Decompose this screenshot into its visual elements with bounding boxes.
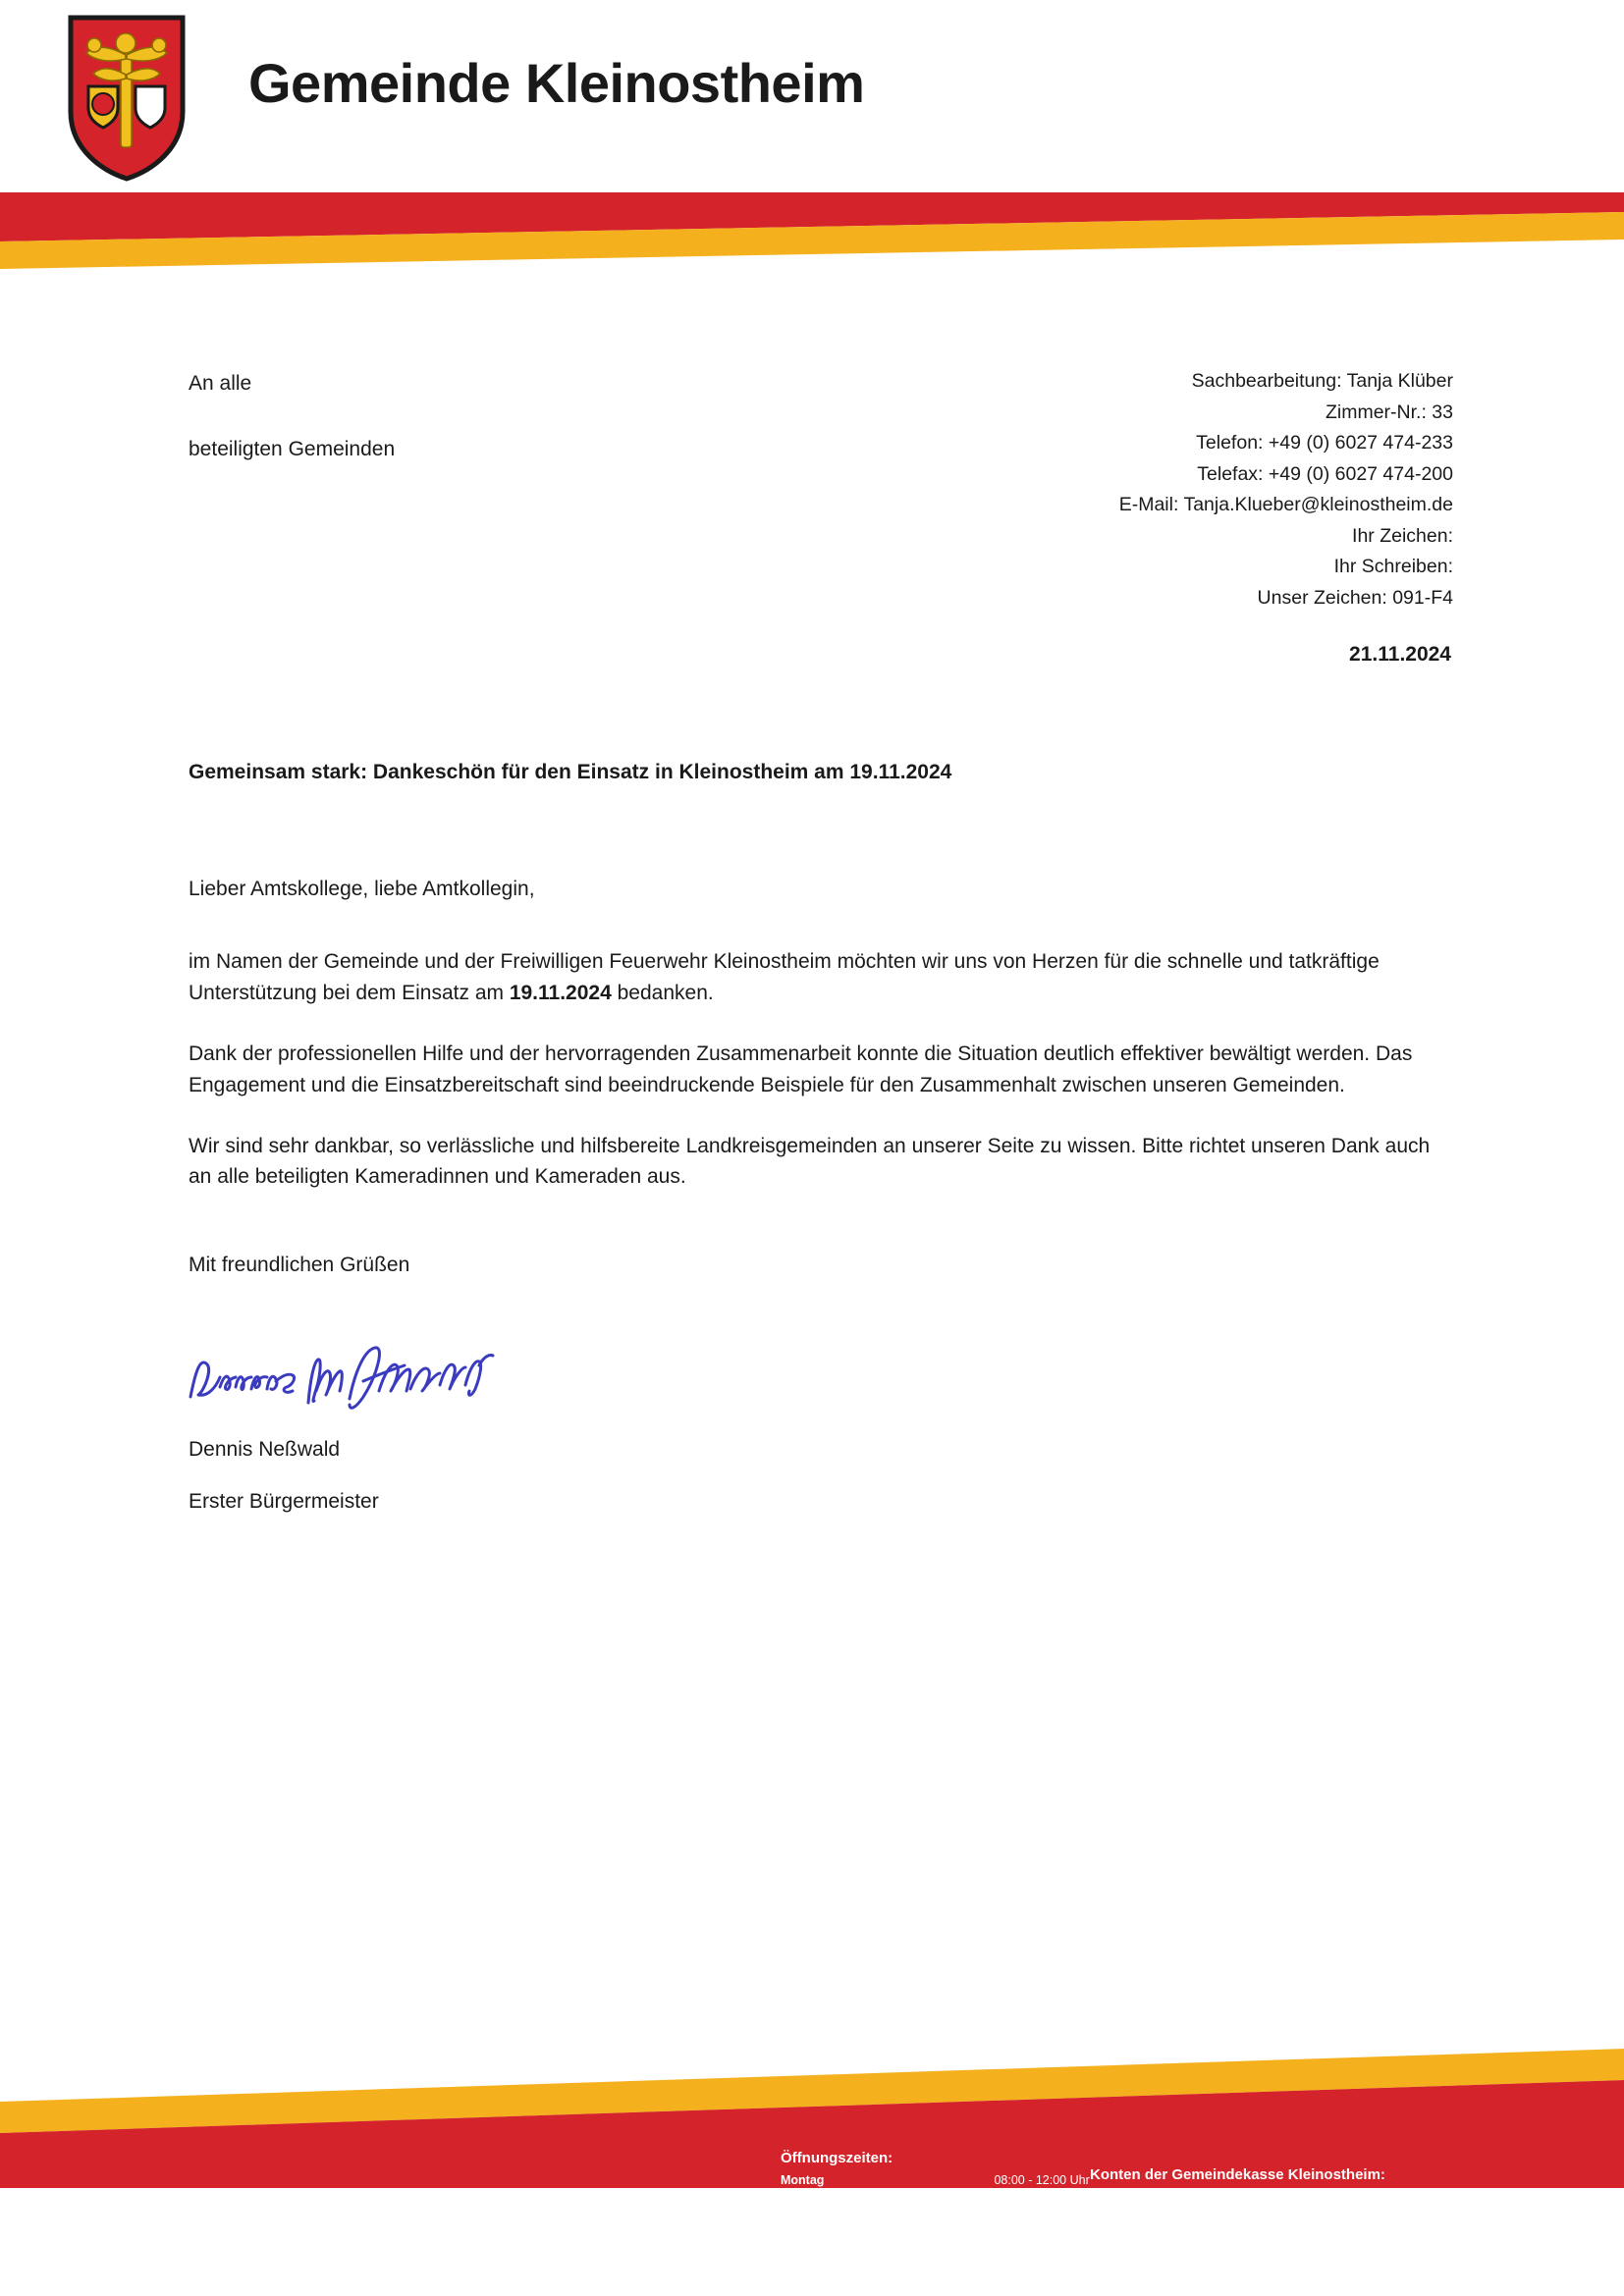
letter-p1-highlight-date: 19.11.2024 <box>509 981 612 1004</box>
meta-row-ihr-zeichen <box>864 521 1453 553</box>
meta-value-zimmer: 33 <box>1432 400 1453 423</box>
hours-row <box>781 2264 1090 2282</box>
hours-row <box>781 2209 1090 2227</box>
signatory-name: Dennis Neßwald <box>189 1438 341 1461</box>
hours-day <box>781 2246 994 2265</box>
meta-label-telefax: Telefax: <box>1197 462 1264 485</box>
footer-phone-value: +49 (0) 6027 474-0 <box>566 2196 692 2214</box>
hours-row <box>781 2246 1090 2265</box>
recipient-address <box>189 373 395 459</box>
hours-day: Freitag <box>781 2265 822 2279</box>
hours-time: 14:00 - 18:00 Uhr <box>994 2246 1090 2261</box>
meta-label-zimmer: Zimmer-Nr.: <box>1325 400 1427 423</box>
hours-row <box>781 2172 1090 2191</box>
footer-address-line-2: Barrierefreier Eingang im Untergeschoss <box>71 2259 337 2276</box>
hours-day: Donnerstag <box>781 2227 849 2242</box>
footer-hours-title: Öffnungszeiten: <box>781 2150 893 2167</box>
contact-meta-block <box>864 366 1453 614</box>
footer-bank-2-name: Sparkasse Aschaffenburg-Alzenau <box>1090 2239 1325 2256</box>
hours-time: 08:00 - 12:00 Uhr <box>994 2172 1090 2187</box>
meta-row-unser-zeichen <box>864 583 1453 614</box>
letter-salutation: Lieber Amtskollege, liebe Amtkollegin, <box>189 878 535 900</box>
letter-text <box>189 874 1455 1281</box>
hours-day: Montag <box>781 2172 825 2187</box>
footer-email[interactable]: gemeinde@kleinostheim.de <box>511 2238 693 2256</box>
hours-day: Mittwoch <box>781 2210 835 2223</box>
meta-row-email <box>864 490 1453 521</box>
letter-date: 21.11.2024 <box>1349 643 1451 666</box>
hours-time: 08:00 - 12:00 Uhr <box>994 2210 1090 2223</box>
letter-paragraph-2: Dank der professionellen Hilfe und der hervorragenden Zusammenarbeit konnte die Situation deutlich effektiver bewältigt werden. Das Engagement und die Einsatzbereitschaft sind beeindruckende Beispiele für den Zusammenhalt zwischen unseren Gemeinden. <box>189 1041 1413 1096</box>
recipient-line-1: An alle <box>189 372 252 395</box>
meta-row-zimmer <box>864 398 1453 429</box>
footer-fax-value: +49 (0) 6027 474-200 <box>564 2217 707 2235</box>
page-footer <box>0 2041 1624 2296</box>
letter-p1-part-b: bedanken. <box>611 981 714 1004</box>
footer-fax-label: Telefax <box>511 2217 561 2235</box>
letter-closing: Mit freundlichen Grüßen <box>189 1254 410 1277</box>
meta-value-unser-zeichen: 091-F4 <box>1392 587 1453 610</box>
footer-phone-label: Telefon <box>511 2196 563 2214</box>
footer-bank-2-iban: IBAN: DE70 7955 0000 0000 1830 53 · BIC: BYLADEM1ASA <box>1090 2260 1478 2276</box>
letter-paragraph-1 <box>189 946 1455 1009</box>
meta-label-telefon: Telefon: <box>1196 432 1264 454</box>
meta-label-email: E-Mail: <box>1118 494 1179 516</box>
meta-row-ihr-schreiben <box>864 552 1453 583</box>
coat-of-arms-icon <box>65 14 189 183</box>
footer-opening-hours-block <box>781 2148 1090 2282</box>
meta-value-sachbearbeitung: Tanja Klüber <box>1346 370 1453 392</box>
footer-bank-1-name: Frankfurter Volksbank eG <box>1090 2187 1264 2204</box>
meta-row-sachbearbeitung <box>864 366 1453 398</box>
footer-website[interactable]: www.kleinostheim.de <box>511 2259 649 2276</box>
hours-time: geschlossen <box>994 2191 1062 2206</box>
hours-row <box>781 2227 1090 2246</box>
meta-label-sachbearbeitung: Sachbearbeitung: <box>1191 370 1342 392</box>
letter-p1-part-a: im Namen der Gemeinde und der Freiwilligen Feuerwehr Kleinostheim möchten wir uns von Herzen für die schnelle und tatkräftige Unterstützung bei dem Einsatz am <box>189 949 1380 1004</box>
footer-bank-title: Konten der Gemeindekasse Kleinostheim: <box>1090 2166 1385 2184</box>
header-swoosh-decoration <box>0 196 1624 275</box>
meta-value-telefax: +49 (0) 6027 474-200 <box>1268 462 1453 485</box>
footer-hours-table <box>781 2172 1090 2283</box>
meta-label-unser-zeichen: Unser Zeichen: <box>1257 587 1387 610</box>
hours-time: 08:00 - 12:00 Uhr <box>994 2227 1090 2242</box>
hours-day: Dienstag <box>781 2191 833 2206</box>
footer-contact-block <box>511 2195 706 2278</box>
meta-value-telefon: +49 (0) 6027 474-233 <box>1268 432 1453 454</box>
hours-time: 08:00 - 12:00 Uhr <box>994 2265 1090 2279</box>
meta-label-ihr-zeichen: Ihr Zeichen: <box>1352 524 1453 547</box>
meta-row-telefax <box>864 459 1453 491</box>
letter-paragraph-3: Wir sind sehr dankbar, so verlässliche und hilfsbereite Landkreisgemeinden an unserer Seite zu wissen. Bitte richtet unseren Dank auch an alle beteiligten Kameradinnen und Kameraden aus. <box>189 1134 1431 1189</box>
signature-image <box>183 1340 497 1428</box>
footer-address-block <box>71 2216 408 2278</box>
letter-subject: Gemeinsam stark: Dankeschön für den Einsatz in Kleinostheim am 19.11.2024 <box>189 761 952 783</box>
meta-value-email: Tanja.Klueber@kleinostheim.de <box>1183 494 1453 516</box>
footer-phone-row <box>511 2195 706 2216</box>
footer-address-line-1: Kardinal-Faulhaber-Straße 12 · 63801 Kleinostheim <box>71 2238 408 2256</box>
footer-fax-row <box>511 2216 706 2236</box>
footer-bank-block <box>1090 2164 1478 2278</box>
signatory-role: Erster Bürgermeister <box>189 1490 379 1513</box>
footer-content <box>0 2149 1624 2296</box>
page-title: Gemeinde Kleinostheim <box>248 52 865 114</box>
page-header <box>0 0 1624 192</box>
recipient-line-2: beteiligten Gemeinden <box>189 438 396 460</box>
meta-row-telefon <box>864 428 1453 459</box>
footer-bank-1-iban: IBAN: DE36 5019 0000 4102 5204 89 · BIC: FFVBDEFF <box>1090 2208 1447 2224</box>
meta-label-ihr-schreiben: Ihr Schreiben: <box>1333 556 1453 578</box>
footer-bank-spacer <box>1090 2226 1478 2238</box>
footer-address-title: Hausanschrift: <box>71 2217 175 2235</box>
hours-row <box>781 2190 1090 2209</box>
